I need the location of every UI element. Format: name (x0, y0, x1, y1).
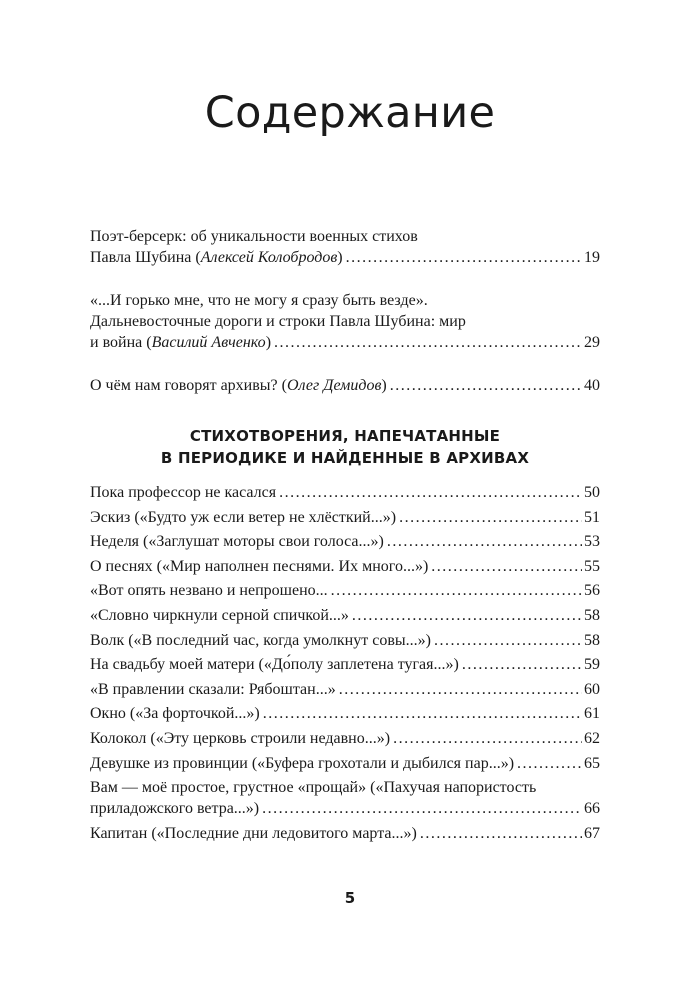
toc-entry-last-line (90, 507, 600, 528)
toc-entry-last-line (90, 482, 600, 503)
toc-entry-page: 60 (584, 680, 600, 698)
toc-entry-page: 58 (584, 631, 600, 649)
toc-entry-last-line (90, 654, 600, 675)
toc-entry-page: 61 (584, 705, 600, 723)
toc-entry-author: Олег Демидов (286, 377, 382, 394)
toc-entry-last-line (90, 580, 600, 601)
toc-entry-title: Капитан («Последние дни ледовитого марта...») (90, 824, 417, 842)
toc-entry-title: О чём нам говорят архивы? (Олег Демидов) (90, 377, 387, 394)
toc-entry-last-line (90, 703, 600, 724)
toc-entry-title: Пока профессор не касался (90, 484, 277, 501)
dot-leader (517, 753, 582, 774)
toc-entry-last-line (90, 630, 600, 651)
toc-entry-page: 56 (584, 582, 600, 600)
toc-entry-page: 55 (584, 557, 600, 575)
toc-entry-page: 51 (584, 508, 600, 526)
toc-entry-page: 40 (584, 377, 600, 394)
dot-leader (462, 654, 582, 675)
dot-leader (346, 247, 582, 268)
dot-leader (274, 332, 582, 353)
page-title: Содержание (204, 88, 496, 138)
dot-leader (263, 703, 582, 724)
toc-entry-page: 50 (584, 484, 600, 501)
toc-entry-title: «Вот опять незвано и непрошено... (90, 582, 328, 600)
toc-entry-line: Вам — моё простое, грустное «прощай» («Пахучая напористость (90, 779, 537, 797)
toc-entry-page: 59 (584, 656, 600, 674)
toc-entry-last-line (90, 332, 600, 353)
toc-entry-title: Девушке из провинции («Буфера грохотали и дыбился пар...») (90, 754, 515, 772)
toc-entry-last-line (90, 375, 600, 396)
toc-entry-title: На свадьбу моей матери («До́полу заплетена тугая...») (90, 656, 459, 674)
toc-entry-last-line (90, 679, 600, 700)
toc-entry-page: 62 (584, 729, 600, 747)
toc-entry-title: приладожского ветра...») (90, 800, 260, 818)
toc-entry-last-line (90, 247, 600, 268)
dot-leader (339, 679, 582, 700)
toc-entry-page: 29 (584, 334, 600, 351)
toc-entry-line: Поэт-берсерк: об уникальности военных стихов (90, 228, 418, 245)
toc-entry-title: и война (Василий Авченко) (90, 334, 272, 351)
toc-entry-title: Окно («За форточкой...») (90, 705, 260, 723)
section-heading-line: В ПЕРИОДИКЕ И НАЙДЕННЫЕ В АРХИВАХ (160, 449, 530, 467)
dot-leader (279, 482, 582, 503)
dot-leader (434, 630, 582, 651)
toc-entry (90, 226, 600, 268)
toc-entry (90, 580, 600, 601)
toc-entry-page: 67 (584, 824, 600, 842)
dot-leader (262, 798, 582, 819)
toc-entry-last-line (90, 605, 600, 626)
toc-entry-last-line (90, 556, 600, 577)
dot-leader (431, 556, 582, 577)
toc-entry-page: 58 (584, 606, 600, 624)
toc-poem-list (90, 482, 600, 847)
toc-entry-title: «В правлении сказали: Рябоштан...» (90, 680, 336, 698)
toc-entry-last-line (90, 728, 600, 749)
toc-entry-page: 66 (584, 800, 600, 818)
toc-entry-title: Колокол («Эту церковь строили недавно...») (90, 729, 391, 747)
toc-entry-page: 19 (584, 249, 600, 266)
toc-entry (90, 703, 600, 724)
section-heading (90, 425, 600, 469)
section-heading-line: СТИХОТВОРЕНИЯ, НАПЕЧАТАННЫЕ (189, 427, 501, 445)
toc-entry-line: «...И горько мне, что не могу я сразу быть везде». (90, 292, 428, 309)
toc-entry (90, 823, 600, 844)
toc-entry (90, 375, 600, 396)
toc-entry-title: Эскиз («Будто уж если ветер не хлёсткий...») (90, 508, 397, 526)
toc-entry (90, 630, 600, 651)
toc-entry (90, 605, 600, 626)
toc-entry-title: «Словно чиркнули серной спичкой...» (90, 606, 349, 624)
toc-entry-author: Василий Авченко (151, 334, 266, 351)
toc-entry (90, 654, 600, 675)
dot-leader (393, 728, 582, 749)
toc-entry (90, 531, 600, 552)
toc-entry (90, 556, 600, 577)
dot-leader (387, 531, 582, 552)
toc-entry-page: 53 (584, 533, 600, 551)
toc-entry-title: Волк («В последний час, когда умолкнут совы...») (90, 631, 431, 649)
dot-leader (331, 580, 582, 601)
toc-entry (90, 679, 600, 700)
toc-entry-last-line (90, 823, 600, 844)
toc-entry-title: Павла Шубина (Алексей Колобродов) (90, 249, 343, 266)
page-number: 5 (344, 889, 356, 907)
dot-leader (352, 605, 582, 626)
toc-entry (90, 753, 600, 774)
toc-entry-title: О песнях («Мир наполнен песнями. Их много...») (90, 557, 429, 575)
toc-entry-title: Неделя («Заглушат моторы свои голоса...») (90, 533, 384, 551)
toc-entry (90, 728, 600, 749)
toc-entry-last-line (90, 753, 600, 774)
toc-entry-author: Алексей Колобродов (200, 249, 338, 266)
dot-leader (399, 507, 582, 528)
toc-entry (90, 290, 600, 353)
dot-leader (420, 823, 582, 844)
toc-entry (90, 507, 600, 528)
toc-intro-list (90, 226, 600, 418)
toc-entry-last-line (90, 531, 600, 552)
dot-leader (390, 375, 582, 396)
toc-entry-line: Дальневосточные дороги и строки Павла Шубина: мир (90, 313, 466, 330)
toc-entry (90, 777, 600, 819)
toc-entry-last-line (90, 798, 600, 819)
toc-entry-page: 65 (584, 754, 600, 772)
toc-entry (90, 482, 600, 503)
